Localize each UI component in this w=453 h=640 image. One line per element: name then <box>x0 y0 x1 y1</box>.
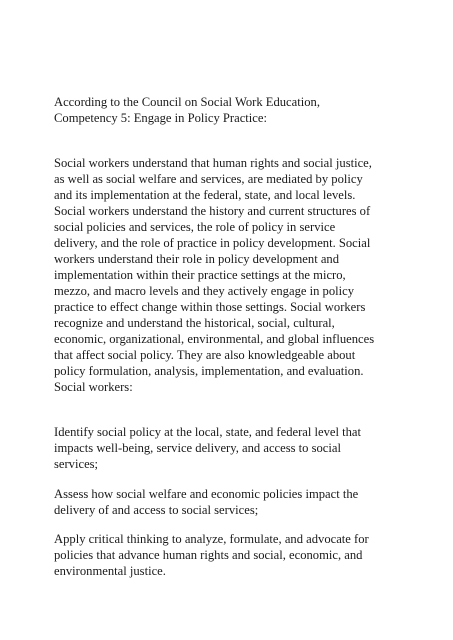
body-line: as well as social welfare and services, are mediated by policy <box>54 172 363 186</box>
item-line: policies that advance human rights and social, economic, and <box>54 548 363 562</box>
item-line: environmental justice. <box>54 564 166 578</box>
body-line: implementation within their practice settings at the micro, <box>54 268 346 282</box>
item-line: Assess how social welfare and economic policies impact the <box>54 487 359 501</box>
body-line: delivery, and the role of practice in policy development. Social <box>54 236 371 250</box>
item-line: impacts well-being, service delivery, and access to social <box>54 441 341 455</box>
body-line: that affect social policy. They are also knowledgeable about <box>54 348 356 362</box>
body-line: practice to effect change within those settings. Social workers <box>54 300 366 314</box>
item-line: Apply critical thinking to analyze, formulate, and advocate for <box>54 532 369 546</box>
body-line: and its implementation at the federal, state, and local levels. <box>54 188 356 202</box>
body-line: Social workers understand that human rights and social justice, <box>54 156 372 170</box>
body-line: Social workers: <box>54 380 133 394</box>
item-line: Identify social policy at the local, state, and federal level that <box>54 425 362 439</box>
body-line: Social workers understand the history and current structures of <box>54 204 371 218</box>
body-line: recognize and understand the historical, social, cultural, <box>54 316 335 330</box>
heading-line: According to the Council on Social Work Education, <box>54 95 320 109</box>
body-line: economic, organizational, environmental, and global influences <box>54 332 375 346</box>
item-line: delivery of and access to social services; <box>54 503 259 517</box>
body-line: policy formulation, analysis, implementation, and evaluation. <box>54 364 364 378</box>
body-line: social policies and services, the role of policy in service <box>54 220 336 234</box>
body-line: workers understand their role in policy development and <box>54 252 340 266</box>
item-line: services; <box>54 457 99 471</box>
heading-line: Competency 5: Engage in Policy Practice: <box>54 111 267 125</box>
body-line: mezzo, and macro levels and they actively engage in policy <box>54 284 355 298</box>
